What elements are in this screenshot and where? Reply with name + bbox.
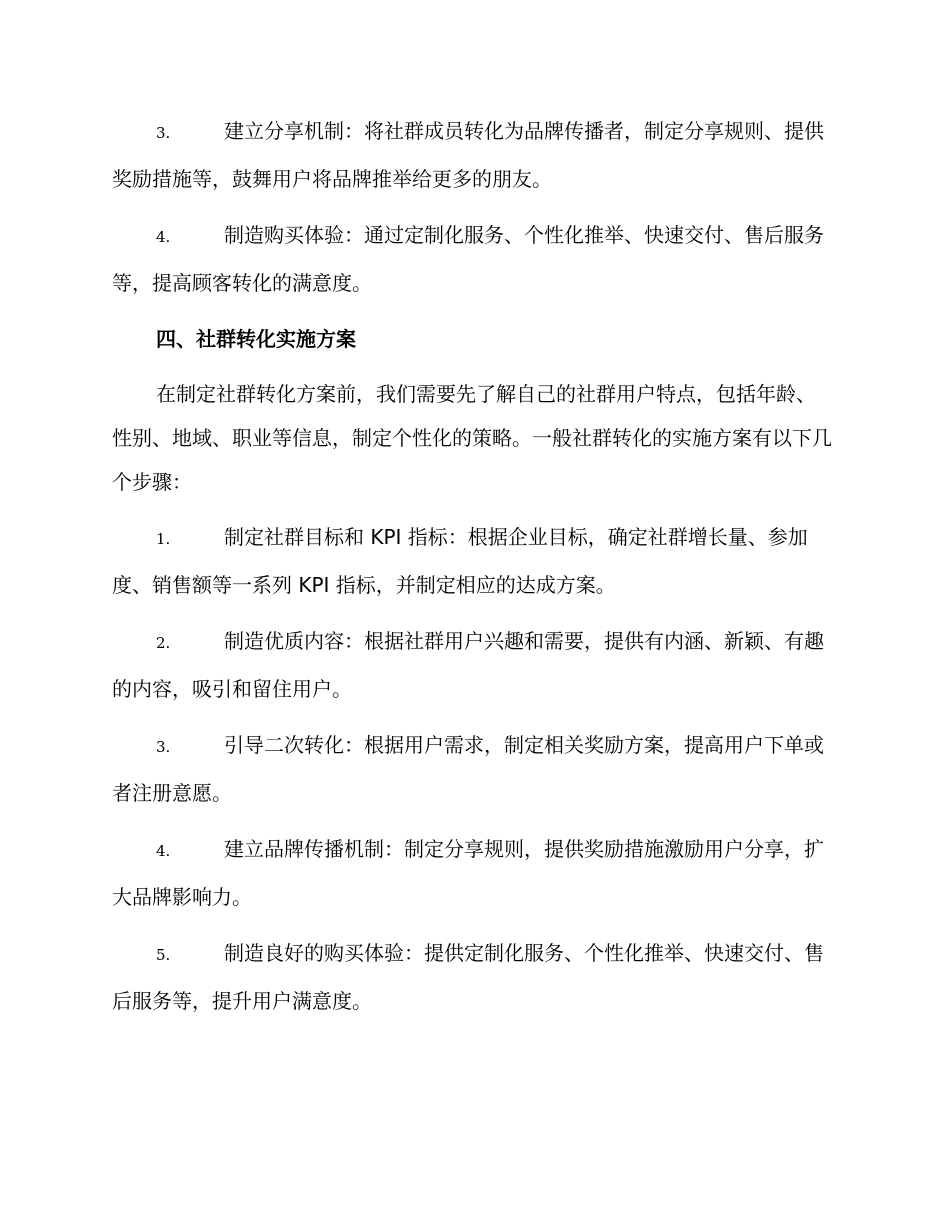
list-item-text: 制造优质内容：根据社群用户兴趣和需要，提供有内涵、新颖、有趣的内容，吸引和留住用户。 [112, 629, 824, 701]
list-item [112, 722, 834, 816]
list-item-text: 引导二次转化：根据用户需求，制定相关奖励方案，提高用户下单或者注册意愿。 [112, 733, 824, 805]
list-item-number: 2. [156, 634, 171, 652]
section-heading: 四、社群转化实施方案 [156, 327, 356, 351]
list-item-number: 5. [156, 946, 171, 964]
list-item-number: 4. [156, 842, 171, 860]
list-item-number: 1. [156, 530, 171, 548]
list-item [112, 514, 834, 608]
list-item [112, 930, 834, 1024]
document-body [112, 108, 834, 1034]
list-item-text: 建立分享机制：将社群成员转化为品牌传播者，制定分享规则、提供奖励措施等，鼓舞用户将品牌推举给更多的朋友。 [112, 119, 824, 191]
list-item-number: 4. [156, 228, 171, 246]
list-item-number: 3. [156, 738, 171, 756]
list-item-text: 建立品牌传播机制：制定分享规则，提供奖励措施激励用户分享，扩大品牌影响力。 [112, 837, 824, 909]
list-item-number: 3. [156, 124, 171, 142]
list-item-text: 制定社群目标和 KPI 指标：根据企业目标，确定社群增长量、参加度、销售额等一系列 KPI 指标，并制定相应的达成方案。 [112, 525, 808, 597]
list-item [112, 618, 834, 712]
list-item-text: 制造购买体验：通过定制化服务、个性化推举、快速交付、售后服务等，提高顾客转化的满意度。 [112, 223, 824, 295]
list-item-text: 制造良好的购买体验：提供定制化服务、个性化推举、快速交付、售后服务等，提升用户满意度。 [112, 941, 824, 1013]
intro-paragraph: 在制定社群转化方案前，我们需要先了解自己的社群用户特点，包括年龄、性别、地域、职业等信息，制定个性化的策略。一般社群转化的实施方案有以下几个步骤： [112, 382, 832, 494]
list-item [112, 108, 834, 202]
list-item [112, 826, 834, 920]
list-item [112, 212, 834, 306]
